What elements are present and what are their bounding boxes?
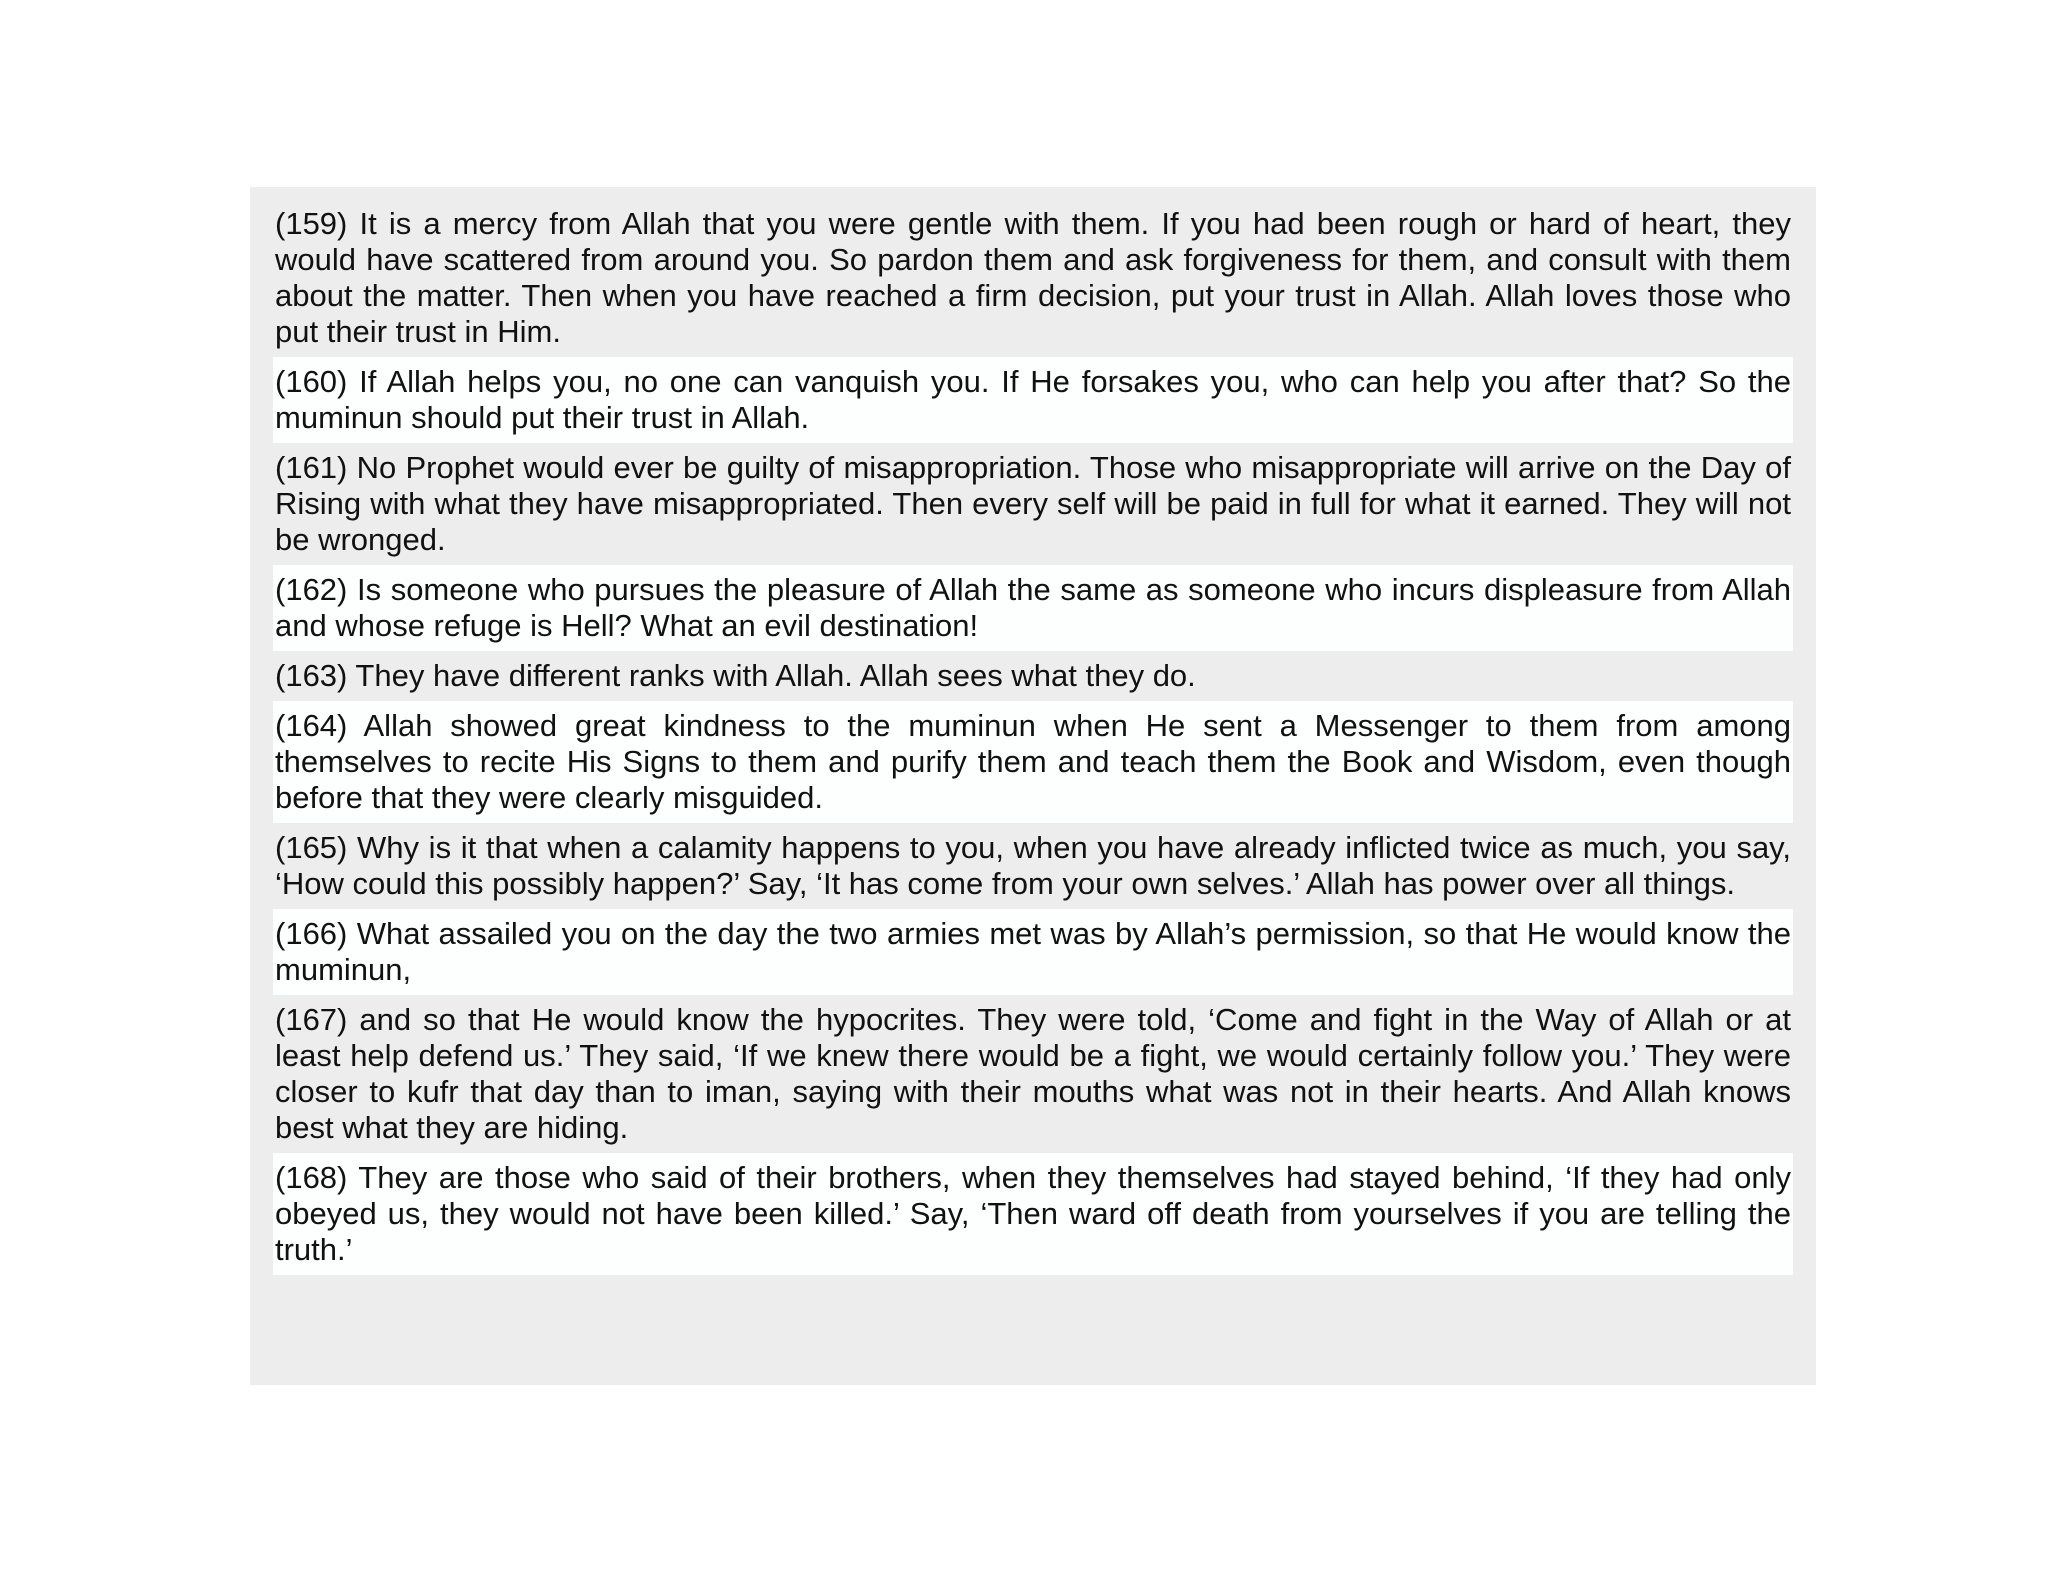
verse-164: (164) Allah showed great kindness to the muminun when He sent a Messenger to them from among themselves to recite His Signs to them and purify them and teach them the Book and Wisdom, even though before that they were clearly misguided. [273, 701, 1793, 823]
verse-168: (168) They are those who said of their brothers, when they themselves had stayed behind, ‘If they had only obeyed us, they would not have been killed.’ Say, ‘Then ward off death from yourselves if you are telling the truth.’ [273, 1153, 1793, 1275]
verse-166: (166) What assailed you on the day the two armies met was by Allah’s permission, so that He would know the muminun, [273, 909, 1793, 995]
verse-162: (162) Is someone who pursues the pleasure of Allah the same as someone who incurs displeasure from Allah and whose refuge is Hell? What an evil destination! [273, 565, 1793, 651]
verse-165: (165) Why is it that when a calamity happens to you, when you have already inflicted twice as much, you say, ‘How could this possibly happen?’ Say, ‘It has come from your own selves.’ Allah has power over all things. [273, 823, 1793, 909]
verse-161: (161) No Prophet would ever be guilty of misappropriation. Those who misappropriate will arrive on the Day of Rising with what they have misappropriated. Then every self will be paid in full for what it earned. They will not be wronged. [273, 443, 1793, 565]
verse-159: (159) It is a mercy from Allah that you were gentle with them. If you had been rough or hard of heart, they would have scattered from around you. So pardon them and ask forgiveness for them, and consult with them about the matter. Then when you have reached a firm decision, put your trust in Allah. Allah loves those who put their trust in Him. [273, 199, 1793, 357]
verse-160: (160) If Allah helps you, no one can vanquish you. If He forsakes you, who can help you after that? So the muminun should put their trust in Allah. [273, 357, 1793, 443]
verse-167: (167) and so that He would know the hypocrites. They were told, ‘Come and fight in the Way of Allah or at least help defend us.’ They said, ‘If we knew there would be a fight, we would certainly follow you.’ They were closer to kufr that day than to iman, saying with their mouths what was not in their hearts. And Allah knows best what they are hiding. [273, 995, 1793, 1153]
verses-panel [250, 187, 1816, 1385]
verse-163: (163) They have different ranks with Allah. Allah sees what they do. [273, 651, 1793, 701]
